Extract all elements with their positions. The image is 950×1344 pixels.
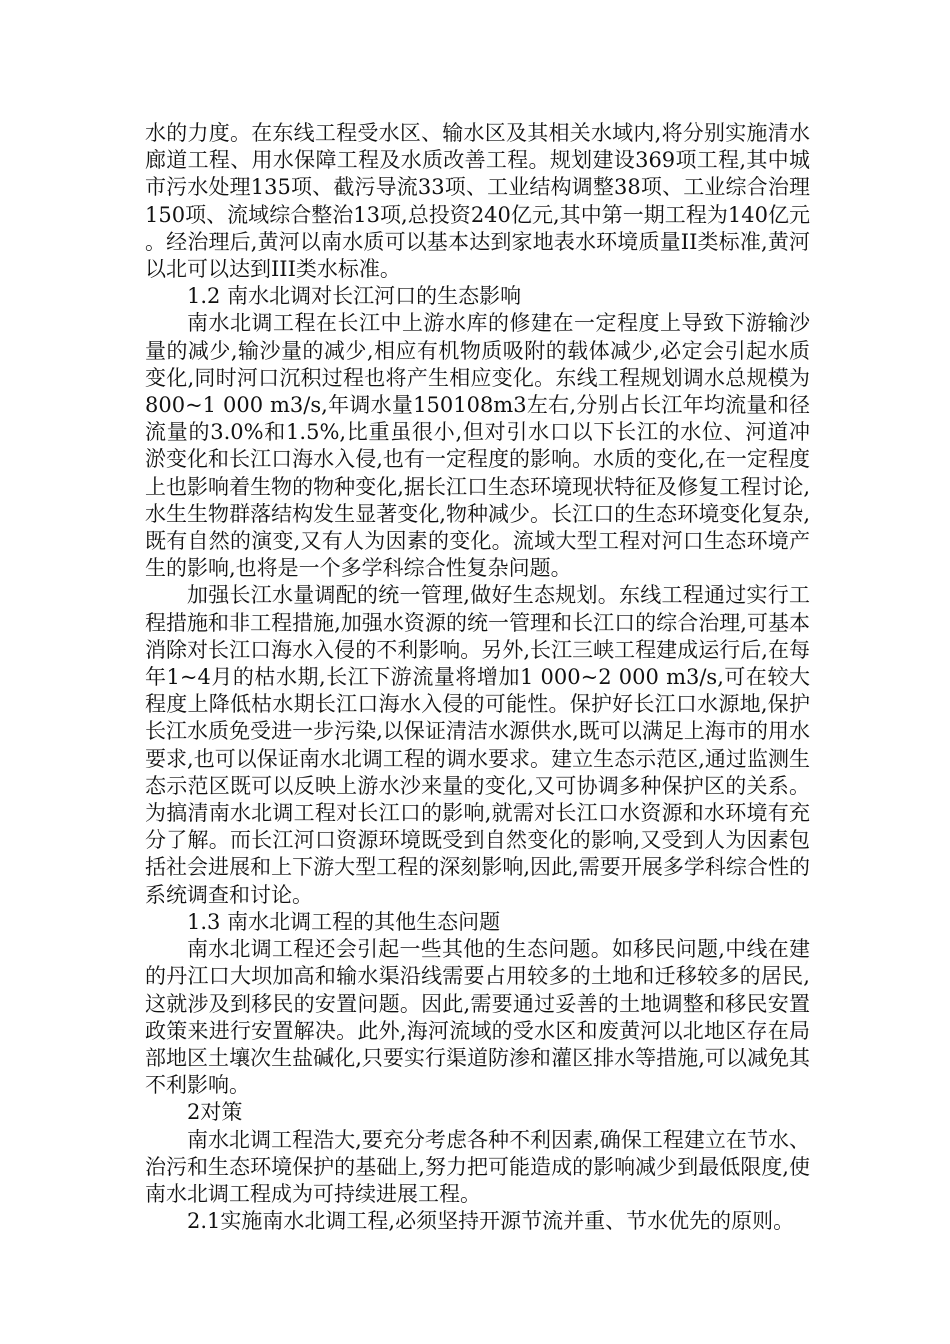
document-body	[145, 120, 810, 1235]
section-heading-1-3: 1.3 南水北调工程的其他生态问题	[187, 909, 501, 934]
paragraph-other-ecological-issues: 南水北调工程还会引起一些其他的生态问题。如移民问题,中线在建的丹江口大坝加高和输水渠沿线需要占用较多的土地和迁移较多的居民,这就涉及到移民的安置问题。因此,需要通过妥善的土地调整和移民安置政策来进行安置解决。此外,海河流域的受水区和废黄河以北地区存在局部地区土壤次生盐碱化,只要实行渠道防渗和灌区排水等措施,可以减免其不利影响。	[145, 937, 810, 1098]
section-heading-2: 2对策	[187, 1100, 243, 1125]
paragraph-yangtze-estuary-impact: 南水北调工程在长江中上游水库的修建在一定程度上导致下游输沙量的减少,输沙量的减少,相应有机物质吸附的载体减少,必定会引起水质变化,同时河口沉积过程也将产生相应变化。东线工程规划调水总规模为800~1 000 m3/s,年调水量150108m3左右,分别占长江年均流量和径流量的3.0%和1.5%,比重虽很小,但对引水口以下长江的水位、河道冲淤变化和长江口海水入侵,也有一定程度的影响。水质的变化,在一定程度上也影响着生物的物种变化,据长江口生态环境现状特征及修复工程讨论,水生生物群落结构发生显著变化,物种减少。长江口的生态环境变化复杂,既有自然的演变,又有人为因素的变化。流域大型工程对河口生态环境产生的影响,也将是一个多学科综合性复杂问题。	[145, 311, 810, 581]
paragraph-2-1-principle: 2.1实施南水北调工程,必须坚持开源节流并重、节水优先的原则。	[187, 1209, 795, 1234]
section-heading-1-2: 1.2 南水北调对长江河口的生态影响	[187, 284, 522, 309]
paragraph-water-management: 加强长江水量调配的统一管理,做好生态规划。东线工程通过实行工程措施和非工程措施,加强水资源的统一管理和长江口的综合治理,可基本消除对长江口海水入侵的不利影响。另外,长江三峡工程建成运行后,在每年1~4月的枯水期,长江下游流量将增加1 000~2 000 m3/s,可在较大程度上降低枯水期长江口海水入侵的可能性。保护好长江口水源地,保护长江水质免受进一步污染,以保证清洁水源供水,既可以满足上海市的用水要求,也可以保证南水北调工程的调水要求。建立生态示范区,通过监测生态示范区既可以反映上游水沙来量的变化,又可协调多种保护区的关系。为搞清南水北调工程对长江口的影响,就需对长江口水资源和水环境有充分了解。而长江河口资源环境既受到自然变化的影响,又受到人为因素包括社会进展和上下游大型工程的深刻影响,因此,需要开展多学科综合性的系统调查和讨论。	[145, 583, 810, 907]
paragraph-water-quality-projects: 水的力度。在东线工程受水区、输水区及其相关水域内,将分别实施清水廊道工程、用水保障工程及水质改善工程。规划建设369项工程,其中城市污水处理135项、截污导流33项、工业结构调整38项、工业综合治理150项、流域综合整治13项,总投资240亿元,其中第一期工程为140亿元。经治理后,黄河以南水质可以基本达到家地表水环境质量II类标准,黄河以北可以达到III类水标准。	[145, 121, 810, 282]
paragraph-countermeasures: 南水北调工程浩大,要充分考虑各种不利因素,确保工程建立在节水、治污和生态环境保护的基础上,努力把可能造成的影响减少到最低限度,使南水北调工程成为可持续进展工程。	[145, 1127, 810, 1206]
